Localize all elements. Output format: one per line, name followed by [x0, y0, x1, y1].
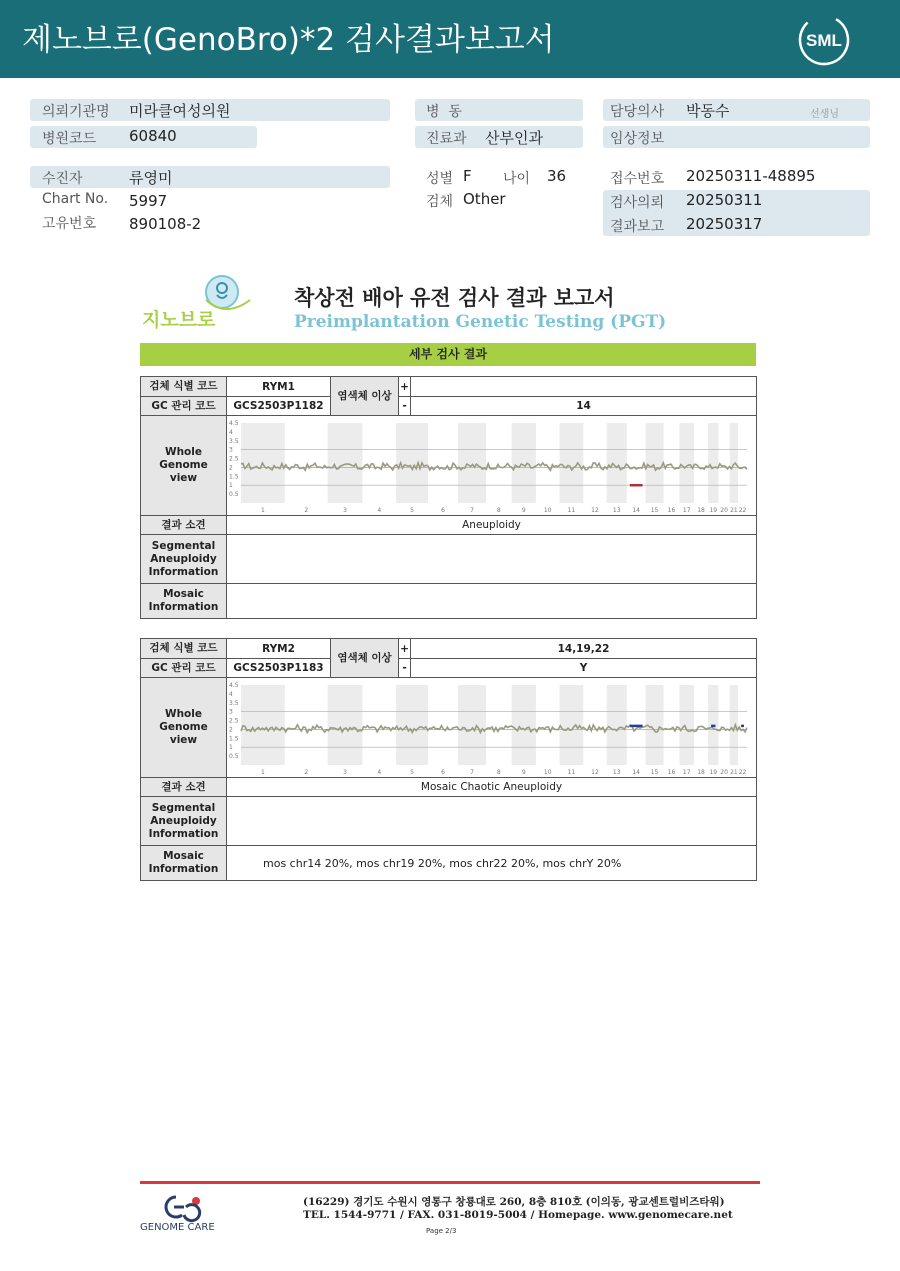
chart-value: 5997	[129, 192, 168, 210]
chromosome-band	[458, 685, 486, 765]
y-tick-label: 1	[229, 743, 233, 751]
chromosome-band	[241, 685, 285, 765]
x-tick-label: 19	[709, 506, 718, 514]
request-value: 20250311	[686, 191, 763, 209]
svg-text:SML: SML	[806, 31, 842, 50]
genome-care-logo	[140, 1191, 230, 1233]
loss-value: Y	[411, 659, 757, 678]
age-label: 나이	[503, 171, 531, 187]
department-value: 산부인과	[485, 129, 543, 147]
x-tick-label: 21	[730, 768, 738, 776]
x-tick-label: 15	[650, 768, 659, 776]
report-date-label: 결과보고	[610, 219, 665, 235]
svg-text:지노브로: 지노브로	[142, 309, 216, 331]
x-tick-label: 8	[496, 506, 501, 514]
x-tick-label: 10	[543, 506, 552, 514]
y-tick-label: 3.5	[229, 699, 239, 707]
gc-code-label: GC 관리 코드	[141, 397, 227, 416]
age-value: 36	[547, 167, 567, 185]
x-tick-label: 19	[709, 768, 718, 776]
x-tick-label: 16	[667, 768, 676, 776]
chromosome-band	[328, 423, 363, 503]
y-tick-label: 4.5	[229, 419, 239, 427]
report-header	[0, 0, 900, 78]
chromosome-band	[512, 423, 536, 503]
page-number: Page 2/3	[426, 1227, 457, 1235]
chart-label: Chart No.	[42, 191, 109, 207]
copy-number-trace	[241, 724, 747, 732]
loss-value: 14	[411, 397, 757, 416]
x-tick-label: 5	[410, 768, 414, 776]
loss-sign: -	[399, 659, 411, 678]
y-tick-label: 2.5	[229, 717, 239, 725]
whole-genome-label: Whole Genome view	[141, 416, 227, 516]
pgt-title-english: Preimplantation Genetic Testing (PGT)	[294, 312, 667, 332]
x-tick-label: 4	[377, 506, 382, 514]
sex-label: 성별	[426, 171, 454, 187]
y-tick-label: 0.5	[229, 752, 239, 760]
x-tick-label: 11	[567, 506, 576, 514]
x-tick-label: 6	[441, 506, 445, 514]
x-tick-label: 20	[720, 506, 728, 514]
specimen-id-label: 검체 식별 코드	[141, 639, 227, 659]
specimen-id-value: RYM1	[227, 377, 331, 397]
gc-code-label: GC 관리 코드	[141, 659, 227, 678]
chromosome-band	[607, 423, 627, 503]
whole-genome-plot	[227, 679, 755, 777]
sample-table-1	[140, 376, 757, 619]
sex-value: F	[463, 167, 472, 185]
x-tick-label: 5	[410, 506, 414, 514]
chromosome-band	[559, 423, 583, 503]
x-tick-label: 18	[697, 768, 705, 776]
x-tick-label: 13	[612, 506, 621, 514]
genobro-logo	[140, 270, 260, 334]
x-tick-label: 3	[343, 506, 347, 514]
x-tick-label: 4	[377, 768, 382, 776]
specimen-value: Other	[463, 190, 506, 208]
whole-genome-plot	[227, 417, 755, 515]
x-tick-label: 9	[521, 768, 526, 776]
mosaic-label: Mosaic Information	[141, 846, 227, 881]
x-tick-label: 14	[632, 768, 640, 776]
whole-genome-cell	[227, 678, 757, 778]
chromosome-band	[730, 423, 738, 503]
hospital-code-label: 병원코드	[42, 131, 97, 147]
whole-genome-cell	[227, 416, 757, 516]
gc-code-value: GCS2503P1183	[227, 659, 331, 678]
x-tick-label: 6	[441, 768, 445, 776]
chromosome-band	[730, 685, 738, 765]
y-tick-label: 2	[229, 725, 233, 733]
x-tick-label: 12	[591, 768, 599, 776]
specimen-label: 검체	[426, 194, 454, 210]
x-tick-label: 1	[261, 506, 265, 514]
chromosome-band	[679, 423, 694, 503]
y-tick-label: 1	[229, 481, 233, 489]
finding-label: 결과 소견	[141, 778, 227, 797]
segmental-value	[227, 797, 757, 846]
y-tick-label: 0.5	[229, 490, 239, 498]
unique-no-value: 890108-2	[129, 215, 202, 233]
x-tick-label: 9	[521, 506, 526, 514]
gain-sign: +	[399, 639, 411, 659]
doctor-value: 박동수	[686, 102, 730, 120]
sml-logo	[796, 12, 852, 68]
specimen-id-label: 검체 식별 코드	[141, 377, 227, 397]
report-title: 제노브로(GenoBro)*2 검사결과보고서	[22, 22, 555, 58]
y-tick-label: 1.5	[229, 472, 239, 480]
y-tick-label: 4.5	[229, 681, 239, 689]
footer-divider	[140, 1181, 760, 1184]
x-tick-label: 18	[697, 506, 705, 514]
x-tick-label: 12	[591, 506, 599, 514]
x-tick-label: 17	[682, 506, 691, 514]
x-tick-label: 10	[543, 768, 552, 776]
x-tick-label: 2	[304, 768, 309, 776]
x-tick-label: 14	[632, 506, 640, 514]
y-tick-label: 3	[229, 708, 233, 716]
x-tick-label: 3	[343, 768, 347, 776]
y-tick-label: 4	[229, 690, 233, 698]
segmental-label: Segmental Aneuploidy Information	[141, 535, 227, 584]
y-tick-label: 2.5	[229, 455, 239, 463]
patient-row	[30, 166, 390, 188]
y-tick-label: 3	[229, 446, 233, 454]
copy-number-trace	[241, 462, 747, 470]
patient-value: 류영미	[129, 169, 173, 187]
finding-value: Aneuploidy	[227, 516, 757, 535]
y-tick-label: 4	[229, 428, 233, 436]
footer-address: (16229) 경기도 수원시 영통구 창룡대로 260, 8층 810호 (이의동, 광교센트럴비즈타워) TEL. 1544-9771 / FAX. 031-8019-5004 / Homepage. www.genomecare.net	[303, 1196, 733, 1221]
institution-label: 의뢰기관명	[42, 104, 110, 120]
x-tick-label: 8	[496, 768, 501, 776]
gc-code-value: GCS2503P1182	[227, 397, 331, 416]
gain-sign: +	[399, 377, 411, 397]
unique-no-label: 고유번호	[42, 216, 97, 232]
request-label: 검사의뢰	[610, 195, 665, 211]
clinical-info-label: 임상정보	[610, 131, 665, 147]
pgt-title-korean: 착상전 배아 유전 검사 결과 보고서	[294, 286, 615, 310]
x-tick-label: 22	[738, 768, 747, 776]
patient-label: 수진자	[42, 171, 83, 187]
finding-label: 결과 소견	[141, 516, 227, 535]
x-tick-label: 1	[261, 768, 265, 776]
x-tick-label: 17	[682, 768, 691, 776]
x-tick-label: 11	[567, 768, 576, 776]
institution-value: 미라클여성의원	[129, 102, 231, 120]
segmental-label: Segmental Aneuploidy Information	[141, 797, 227, 846]
chromosome-band	[512, 685, 536, 765]
chromosome-band	[646, 423, 664, 503]
x-tick-label: 7	[470, 768, 474, 776]
chromosome-band	[458, 423, 486, 503]
chromosome-band	[708, 423, 718, 503]
chromosome-band	[396, 685, 428, 765]
y-tick-label: 3.5	[229, 437, 239, 445]
department-label: 진료과	[426, 131, 467, 147]
y-tick-label: 2	[229, 463, 233, 471]
chrom-abn-label: 염색체 이상	[331, 639, 399, 678]
chrom-abn-label: 염색체 이상	[331, 377, 399, 416]
chromosome-band	[679, 685, 694, 765]
doctor-suffix: 선생님	[810, 109, 839, 120]
mosaic-value	[227, 584, 757, 619]
specimen-id-value: RYM2	[227, 639, 331, 659]
svg-text:GENOME CARE: GENOME CARE	[140, 1222, 215, 1233]
sample-table-2	[140, 638, 757, 881]
x-tick-label: 7	[470, 506, 474, 514]
finding-value: Mosaic Chaotic Aneuploidy	[227, 778, 757, 797]
y-tick-label: 1.5	[229, 734, 239, 742]
gain-value	[411, 377, 757, 397]
x-tick-label: 22	[738, 506, 747, 514]
ward-label: 병 동	[426, 104, 462, 120]
x-tick-label: 21	[730, 506, 738, 514]
mosaic-label: Mosaic Information	[141, 584, 227, 619]
mosaic-value: mos chr14 20%, mos chr19 20%, mos chr22 20%, mos chrY 20%	[227, 846, 757, 881]
section-title: 세부 검사 결과	[140, 343, 756, 366]
gain-value: 14,19,22	[411, 639, 757, 659]
x-tick-label: 16	[667, 506, 676, 514]
hospital-code-value: 60840	[129, 127, 177, 145]
loss-sign: -	[399, 397, 411, 416]
x-tick-label: 2	[304, 506, 309, 514]
x-tick-label: 20	[720, 768, 728, 776]
report-date-value: 20250317	[686, 215, 763, 233]
whole-genome-label: Whole Genome view	[141, 678, 227, 778]
doctor-label: 담당의사	[610, 104, 665, 120]
x-tick-label: 15	[650, 506, 659, 514]
chromosome-band	[328, 685, 363, 765]
receipt-label: 접수번호	[610, 171, 665, 187]
x-tick-label: 13	[612, 768, 621, 776]
segmental-value	[227, 535, 757, 584]
receipt-value: 20250311-48895	[686, 167, 816, 185]
chromosome-band	[607, 685, 627, 765]
